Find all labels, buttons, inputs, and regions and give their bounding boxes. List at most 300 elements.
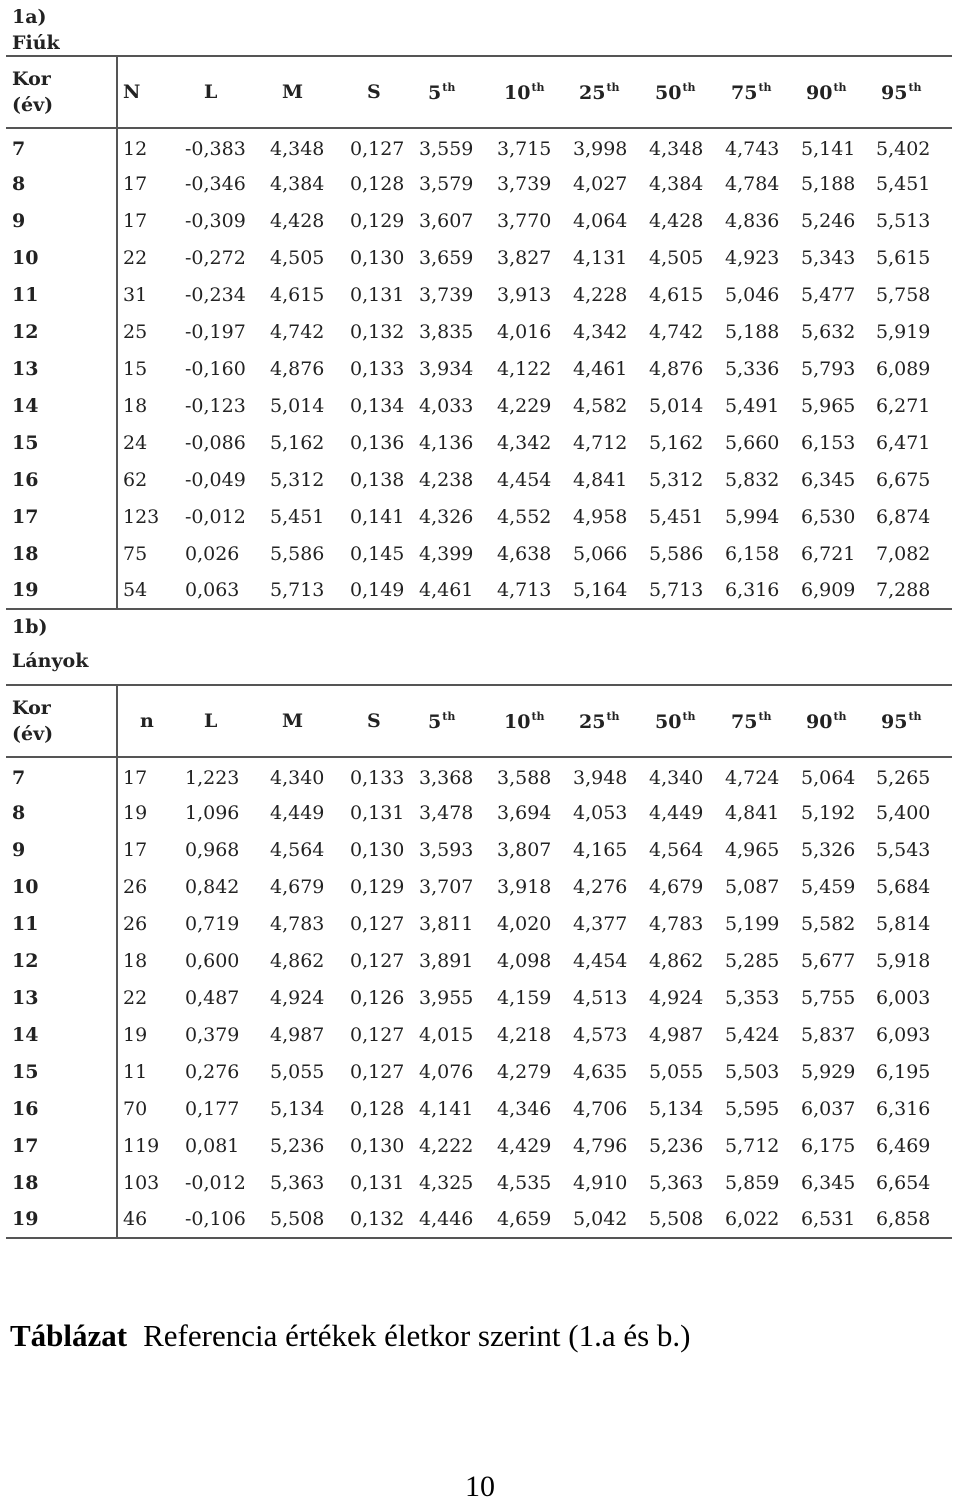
value-cell: 4,016 <box>497 320 552 343</box>
s-column-header: S <box>367 81 381 103</box>
value-cell: 5,543 <box>876 838 931 861</box>
value-cell: 5,402 <box>876 138 931 160</box>
value-cell: 4,743 <box>725 138 780 160</box>
value-cell: 4,238 <box>419 468 474 491</box>
value-cell: 5,595 <box>725 1097 780 1120</box>
age-cell: 9 <box>6 831 117 868</box>
reference-table-boys <box>6 55 952 610</box>
value-cell: 4,742 <box>270 320 325 343</box>
value-cell: 5,582 <box>801 912 856 935</box>
value-cell: 4,987 <box>270 1023 325 1046</box>
value-cell: -0,012 <box>185 1171 246 1194</box>
page-number: 10 <box>465 1470 495 1503</box>
value-cell: 5,491 <box>725 394 780 417</box>
value-cell: 0,968 <box>185 838 240 861</box>
value-cell: 22 <box>123 986 148 1009</box>
age-cell: 7 <box>6 757 117 794</box>
value-cell: 6,195 <box>876 1060 931 1083</box>
value-cell: 5,758 <box>876 283 931 306</box>
value-cell: 0,487 <box>185 986 240 1009</box>
value-cell: 5,424 <box>725 1023 780 1046</box>
value-cell: 6,909 <box>801 579 856 601</box>
value-cell: 5,755 <box>801 986 856 1009</box>
value-cell: 0,138 <box>350 468 405 491</box>
value-cell: 6,858 <box>876 1208 931 1230</box>
value-cell: 5,162 <box>270 431 325 454</box>
value-cell: 5,814 <box>876 912 931 935</box>
value-cell: 4,399 <box>419 542 474 565</box>
table-body <box>6 128 952 609</box>
value-cell: 0,145 <box>350 542 405 565</box>
value-cell: 4,449 <box>270 801 325 824</box>
value-cell: 12 <box>123 138 148 160</box>
value-cell: 5,336 <box>725 357 780 380</box>
value-cell: -0,123 <box>185 394 246 417</box>
table-row <box>6 387 952 424</box>
value-cell: 5,014 <box>649 394 704 417</box>
value-cell: 3,368 <box>419 767 474 789</box>
table-row <box>6 498 952 535</box>
value-cell: 5,265 <box>876 767 931 789</box>
value-cell: 4,053 <box>573 801 628 824</box>
age-cell: 14 <box>6 387 117 424</box>
value-cell: 4,449 <box>649 801 704 824</box>
value-cell: 26 <box>123 912 148 935</box>
value-cell: 5,586 <box>649 542 704 565</box>
value-cell: 0,132 <box>350 1208 405 1230</box>
value-cell: 3,891 <box>419 949 474 972</box>
p25-column-header: 25th <box>579 80 620 104</box>
s-column-header: S <box>367 710 381 732</box>
value-cell: 3,715 <box>497 138 552 160</box>
value-cell: 5,363 <box>649 1171 704 1194</box>
value-cell: 4,513 <box>573 986 628 1009</box>
value-cell: 5,199 <box>725 912 780 935</box>
value-cell: 3,807 <box>497 838 552 861</box>
section-label <box>12 6 60 54</box>
value-cell: 18 <box>123 949 148 972</box>
table-row <box>6 794 952 831</box>
value-cell: 25 <box>123 320 148 343</box>
value-cell: 0,379 <box>185 1023 240 1046</box>
value-cell: 0,133 <box>350 767 405 789</box>
table-row <box>6 128 952 165</box>
value-cell: 3,593 <box>419 838 474 861</box>
value-cell: 4,342 <box>497 431 552 454</box>
p95-column-header: 95th <box>881 709 922 733</box>
p75-column-header: 75th <box>731 709 772 733</box>
value-cell: 4,679 <box>270 875 325 898</box>
table-row <box>6 1127 952 1164</box>
table-row <box>6 868 952 905</box>
value-cell: 4,924 <box>649 986 704 1009</box>
value-cell: 54 <box>123 579 148 601</box>
value-cell: 5,677 <box>801 949 856 972</box>
value-cell: 4,218 <box>497 1023 552 1046</box>
value-cell: 4,229 <box>497 394 552 417</box>
reference-table-girls <box>6 684 952 1239</box>
value-cell: 4,987 <box>649 1023 704 1046</box>
value-cell: 103 <box>123 1171 160 1194</box>
value-cell: 4,659 <box>497 1208 552 1230</box>
value-cell: -0,383 <box>185 138 246 160</box>
value-cell: 6,469 <box>876 1134 931 1157</box>
value-cell: 4,638 <box>497 542 552 565</box>
value-cell: 3,934 <box>419 357 474 380</box>
value-cell: 5,055 <box>649 1060 704 1083</box>
value-cell: 5,164 <box>573 579 628 601</box>
value-cell: 4,783 <box>270 912 325 935</box>
value-cell: 4,159 <box>497 986 552 1009</box>
value-cell: 3,918 <box>497 875 552 898</box>
p5-column-header: 5th <box>428 709 456 733</box>
value-cell: 6,175 <box>801 1134 856 1157</box>
value-cell: 5,326 <box>801 838 856 861</box>
age-cell: 18 <box>6 535 117 572</box>
value-cell: 22 <box>123 246 148 269</box>
age-cell: 9 <box>6 202 117 239</box>
table-row <box>6 942 952 979</box>
n-column-header: n <box>140 710 154 732</box>
table-row <box>6 979 952 1016</box>
value-cell: 5,477 <box>801 283 856 306</box>
value-cell: -0,234 <box>185 283 246 306</box>
p90-column-header: 90th <box>806 709 847 733</box>
value-cell: 3,739 <box>419 283 474 306</box>
value-cell: 4,923 <box>725 246 780 269</box>
p5-column-header: 5th <box>428 80 456 104</box>
table-row <box>6 535 952 572</box>
age-cell: 19 <box>6 1201 117 1238</box>
value-cell: 5,660 <box>725 431 780 454</box>
l-column-header: L <box>204 81 218 103</box>
value-cell: 0,132 <box>350 320 405 343</box>
value-cell: 5,919 <box>876 320 931 343</box>
value-cell: 4,876 <box>649 357 704 380</box>
value-cell: 3,811 <box>419 912 474 935</box>
table-row <box>6 1053 952 1090</box>
age-cell: 14 <box>6 1016 117 1053</box>
section-id: 1a) <box>12 6 47 28</box>
value-cell: 5,508 <box>270 1208 325 1230</box>
value-cell: 0,126 <box>350 986 405 1009</box>
value-cell: 5,285 <box>725 949 780 972</box>
age-cell: 10 <box>6 868 117 905</box>
value-cell: 5,141 <box>801 138 856 160</box>
value-cell: 5,353 <box>725 986 780 1009</box>
value-cell: 5,236 <box>270 1134 325 1157</box>
value-cell: 4,841 <box>573 468 628 491</box>
table-row <box>6 350 952 387</box>
value-cell: 0,131 <box>350 1171 405 1194</box>
value-cell: 0,127 <box>350 1060 405 1083</box>
value-cell: 4,429 <box>497 1134 552 1157</box>
value-cell: 4,122 <box>497 357 552 380</box>
value-cell: 5,046 <box>725 283 780 306</box>
value-cell: 5,451 <box>270 505 325 528</box>
value-cell: 4,222 <box>419 1134 474 1157</box>
table-row <box>6 165 952 202</box>
value-cell: 4,064 <box>573 209 628 232</box>
value-cell: -0,106 <box>185 1208 246 1230</box>
age-cell: 18 <box>6 1164 117 1201</box>
value-cell: 3,607 <box>419 209 474 232</box>
p10-column-header: 10th <box>504 709 545 733</box>
value-cell: 0,128 <box>350 172 405 195</box>
value-cell: 11 <box>123 1060 148 1083</box>
value-cell: 6,345 <box>801 468 856 491</box>
value-cell: 6,874 <box>876 505 931 528</box>
value-cell: 26 <box>123 875 148 898</box>
value-cell: 4,965 <box>725 838 780 861</box>
value-cell: 4,724 <box>725 767 780 789</box>
table-header-row <box>6 56 952 128</box>
value-cell: 5,832 <box>725 468 780 491</box>
value-cell: 0,136 <box>350 431 405 454</box>
value-cell: 0,127 <box>350 949 405 972</box>
value-cell: 4,836 <box>725 209 780 232</box>
value-cell: -0,049 <box>185 468 246 491</box>
value-cell: 0,127 <box>350 912 405 935</box>
value-cell: 5,586 <box>270 542 325 565</box>
table-row <box>6 313 952 350</box>
value-cell: 4,348 <box>649 138 704 160</box>
value-cell: 6,345 <box>801 1171 856 1194</box>
value-cell: 5,632 <box>801 320 856 343</box>
value-cell: 4,582 <box>573 394 628 417</box>
l-column-header: L <box>204 710 218 732</box>
value-cell: 5,929 <box>801 1060 856 1083</box>
p50-column-header: 50th <box>655 709 696 733</box>
value-cell: 3,827 <box>497 246 552 269</box>
value-cell: 3,913 <box>497 283 552 306</box>
value-cell: 0,026 <box>185 542 240 565</box>
p10-column-header: 10th <box>504 80 545 104</box>
value-cell: 6,093 <box>876 1023 931 1046</box>
value-cell: 0,600 <box>185 949 240 972</box>
value-cell: 4,564 <box>270 838 325 861</box>
p25-column-header: 25th <box>579 709 620 733</box>
value-cell: 7,082 <box>876 542 931 565</box>
value-cell: 4,377 <box>573 912 628 935</box>
value-cell: 0,134 <box>350 394 405 417</box>
value-cell: 5,965 <box>801 394 856 417</box>
value-cell: 5,064 <box>801 767 856 789</box>
age-cell: 16 <box>6 1090 117 1127</box>
value-cell: 5,188 <box>801 172 856 195</box>
value-cell: 5,684 <box>876 875 931 898</box>
value-cell: 0,129 <box>350 875 405 898</box>
value-cell: 1,223 <box>185 767 240 789</box>
value-cell: 4,958 <box>573 505 628 528</box>
section-title: Fiúk <box>12 32 60 54</box>
value-cell: 0,063 <box>185 579 240 601</box>
value-cell: 4,552 <box>497 505 552 528</box>
value-cell: 0,719 <box>185 912 240 935</box>
value-cell: -0,086 <box>185 431 246 454</box>
value-cell: 3,835 <box>419 320 474 343</box>
value-cell: 3,579 <box>419 172 474 195</box>
value-cell: 4,783 <box>649 912 704 935</box>
value-cell: 5,451 <box>876 172 931 195</box>
value-cell: 19 <box>123 801 148 824</box>
value-cell: 4,384 <box>649 172 704 195</box>
value-cell: 17 <box>123 767 148 789</box>
value-cell: 5,066 <box>573 542 628 565</box>
value-cell: 5,188 <box>725 320 780 343</box>
value-cell: 5,503 <box>725 1060 780 1083</box>
p90-column-header: 90th <box>806 80 847 104</box>
value-cell: 0,128 <box>350 1097 405 1120</box>
value-cell: 5,192 <box>801 801 856 824</box>
value-cell: 4,348 <box>270 138 325 160</box>
age-header-line2: (év) <box>12 94 54 116</box>
value-cell: 4,340 <box>270 767 325 789</box>
caption-label: Táblázat <box>10 1318 128 1353</box>
value-cell: 5,837 <box>801 1023 856 1046</box>
p50-column-header: 50th <box>655 80 696 104</box>
value-cell: 6,654 <box>876 1171 931 1194</box>
value-cell: 4,535 <box>497 1171 552 1194</box>
table-row <box>6 239 952 276</box>
value-cell: 31 <box>123 283 148 306</box>
value-cell: 6,316 <box>725 579 780 601</box>
value-cell: 4,461 <box>419 579 474 601</box>
value-cell: 4,015 <box>419 1023 474 1046</box>
value-cell: 3,770 <box>497 209 552 232</box>
value-cell: 4,573 <box>573 1023 628 1046</box>
value-cell: 5,134 <box>270 1097 325 1120</box>
value-cell: 5,712 <box>725 1134 780 1157</box>
value-cell: 4,076 <box>419 1060 474 1083</box>
age-cell: 13 <box>6 979 117 1016</box>
value-cell: 4,461 <box>573 357 628 380</box>
value-cell: 5,994 <box>725 505 780 528</box>
n-column-header: N <box>123 81 141 103</box>
value-cell: 4,712 <box>573 431 628 454</box>
table-row <box>6 1016 952 1053</box>
value-cell: 3,588 <box>497 767 552 789</box>
value-cell: 4,384 <box>270 172 325 195</box>
value-cell: 3,707 <box>419 875 474 898</box>
value-cell: 5,246 <box>801 209 856 232</box>
table-row <box>6 831 952 868</box>
value-cell: 4,098 <box>497 949 552 972</box>
value-cell: 17 <box>123 838 148 861</box>
value-cell: 5,042 <box>573 1208 628 1230</box>
age-cell: 19 <box>6 572 117 609</box>
value-cell: 4,841 <box>725 801 780 824</box>
value-cell: 70 <box>123 1097 148 1120</box>
value-cell: 4,924 <box>270 986 325 1009</box>
value-cell: 46 <box>123 1208 148 1230</box>
value-cell: 6,153 <box>801 431 856 454</box>
value-cell: 4,136 <box>419 431 474 454</box>
section-id: 1b) <box>12 616 48 638</box>
value-cell: 6,089 <box>876 357 931 380</box>
table-row <box>6 461 952 498</box>
value-cell: 15 <box>123 357 148 380</box>
value-cell: 5,162 <box>649 431 704 454</box>
value-cell: 17 <box>123 172 148 195</box>
value-cell: 0,131 <box>350 801 405 824</box>
table-row <box>6 1201 952 1238</box>
table-row <box>6 905 952 942</box>
value-cell: 4,635 <box>573 1060 628 1083</box>
value-cell: 4,910 <box>573 1171 628 1194</box>
value-cell: 5,918 <box>876 949 931 972</box>
value-cell: 4,505 <box>270 246 325 269</box>
m-column-header: M <box>282 81 304 103</box>
value-cell: 4,615 <box>270 283 325 306</box>
value-cell: 4,326 <box>419 505 474 528</box>
value-cell: 6,037 <box>801 1097 856 1120</box>
age-column-header <box>6 685 117 757</box>
table-row <box>6 424 952 461</box>
value-cell: 3,478 <box>419 801 474 824</box>
value-cell: 0,130 <box>350 246 405 269</box>
value-cell: 1,096 <box>185 801 240 824</box>
table-body <box>6 757 952 1238</box>
value-cell: 7,288 <box>876 579 931 601</box>
table-row <box>6 572 952 609</box>
value-cell: -0,346 <box>185 172 246 195</box>
value-cell: 24 <box>123 431 148 454</box>
section-title: Lányok <box>12 650 89 672</box>
value-cell: 4,276 <box>573 875 628 898</box>
value-cell: 4,505 <box>649 246 704 269</box>
value-cell: 6,471 <box>876 431 931 454</box>
value-cell: 0,127 <box>350 1023 405 1046</box>
table-row <box>6 1164 952 1201</box>
value-cell: 17 <box>123 209 148 232</box>
value-cell: 4,027 <box>573 172 628 195</box>
value-cell: 5,615 <box>876 246 931 269</box>
value-cell: 119 <box>123 1134 160 1157</box>
value-cell: 4,784 <box>725 172 780 195</box>
value-cell: 6,022 <box>725 1208 780 1230</box>
value-cell: 5,459 <box>801 875 856 898</box>
value-cell: 0,276 <box>185 1060 240 1083</box>
value-cell: 4,706 <box>573 1097 628 1120</box>
value-cell: 4,165 <box>573 838 628 861</box>
value-cell: 0,129 <box>350 209 405 232</box>
value-cell: 4,862 <box>270 949 325 972</box>
value-cell: 0,081 <box>185 1134 240 1157</box>
value-cell: 4,325 <box>419 1171 474 1194</box>
value-cell: 5,312 <box>649 468 704 491</box>
value-cell: 5,508 <box>649 1208 704 1230</box>
value-cell: -0,309 <box>185 209 246 232</box>
value-cell: 4,428 <box>649 209 704 232</box>
value-cell: 4,713 <box>497 579 552 601</box>
value-cell: 5,087 <box>725 875 780 898</box>
value-cell: -0,012 <box>185 505 246 528</box>
value-cell: 19 <box>123 1023 148 1046</box>
value-cell: 5,014 <box>270 394 325 417</box>
value-cell: 5,134 <box>649 1097 704 1120</box>
value-cell: 4,454 <box>497 468 552 491</box>
value-cell: 0,127 <box>350 138 405 160</box>
value-cell: 6,271 <box>876 394 931 417</box>
caption-text: Referencia értékek életkor szerint (1.a és b.) <box>143 1318 691 1353</box>
value-cell: 4,679 <box>649 875 704 898</box>
value-cell: 4,279 <box>497 1060 552 1083</box>
table-header-row <box>6 685 952 757</box>
value-cell: 5,859 <box>725 1171 780 1194</box>
value-cell: 5,513 <box>876 209 931 232</box>
age-cell: 15 <box>6 1053 117 1090</box>
